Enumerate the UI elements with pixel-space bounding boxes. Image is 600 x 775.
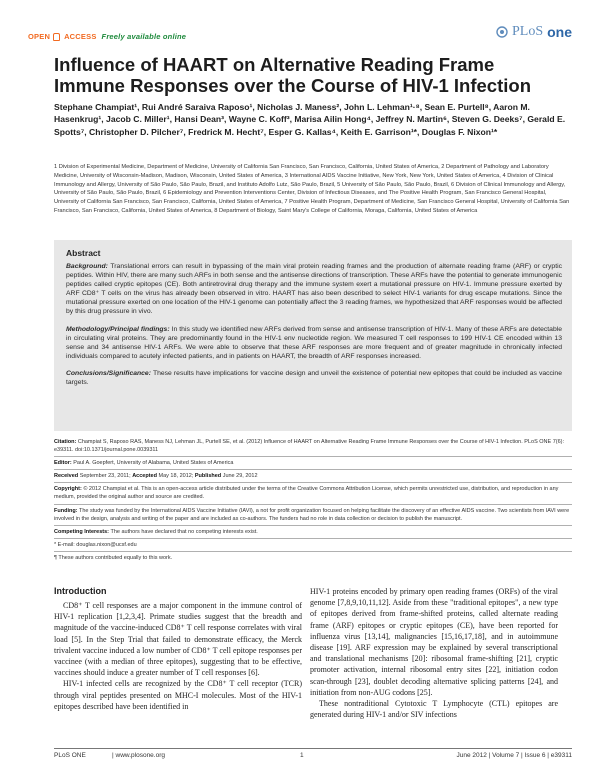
- methods-text: In this study we identified new ARFs derived from sense and antisense transcription of HIV-1. Many of these ARFs are detectable in circulating viral proteins. They are predominantly found in the HIV-1 env nucleotide region. We measured T cell responses to 199 HIV-1 CE encoded within 13 sense and 34 antisense HIV-1 ARFs. We were able to observe that these ARF responses are more frequent and of greater magnitude in chronically infected individuals compared to acutely infected patients, and in patients on HAART, the breadth of ARF responses increased.: [66, 325, 563, 360]
- article-metadata: [54, 436, 572, 564]
- plos-circle-icon: [496, 26, 508, 38]
- abstract-background: [66, 262, 562, 317]
- intro-paragraph-2: HIV-1 infected cells are recognized by the CD8⁺ T cell receptor (TCR) through viral peptides presented on MHC-I molecules. Most of the HIV-1 epitopes described have been identified in: [54, 679, 302, 711]
- dates-row: [54, 470, 572, 483]
- copyright-row: [54, 483, 572, 504]
- funding-row: [54, 505, 572, 526]
- corresponding-email[interactable]: * E-mail: douglas.nixon@ucsf.edu: [54, 541, 137, 548]
- published-label: Published: [194, 473, 222, 480]
- logo-one-text: one: [547, 24, 572, 40]
- competing-label: Competing Interests:: [54, 528, 110, 535]
- open-access-badge: [28, 32, 186, 41]
- intro-paragraph-4: These nontraditional Cytotoxic T Lymphocyte (CTL) epitopes are generated during HIV-1 and/or SIV infections: [310, 699, 558, 720]
- competing-row: [54, 526, 572, 539]
- journal-header: [28, 20, 572, 54]
- citation-text: Champiat S, Raposo RAS, Maness NJ, Lehman JL, Purtell SE, et al. (2012) Influence of HAART on Alternative Reading Frame Immune Responses over the Course of HIV-1 Infection. PLoS ONE 7(6): e39311. doi:10.1371/journal.pone.0039311: [54, 439, 565, 454]
- affiliations: 1 Division of Experimental Medicine, Department of Medicine, University of California San Francisco, San Francisco, California, United States of America, 2 Department of Pathology and Laboratory Medicine, University of Wisconsin-Madison, Madison, Wisconsin, United States of America, 3 International AIDS Vaccine Initiative, New York, New York, United States of America, 4 Division of Clinical Immunology and Allergy, University of São Paulo, São Paulo, Brazil, and Instituto Adolfo Lutz, São Paulo, Brazil, 5 University of São Paulo, São Paulo, Brazil, 6 Division of Clinical Immunology and Allergy, University of São Paulo, São Paulo, Brazil, 6 Epidemiology and Prevention Interventions Center, Division of Infectious Diseases, and The Positive Health Program, San Francisco General Hospital, University of California San Francisco, San Francisco, California, United States of America, 7 Positive Health Program, Department of Medicine, San Francisco General Hospital, University of California San Francisco, San Francisco, California, United States of America, 8 Department of Biology, Saint Mary's College of California, Moraga, California, United States of America: [54, 164, 570, 214]
- plos-one-logo: [496, 24, 572, 40]
- abstract-box: [54, 240, 572, 431]
- funding-label: Funding:: [54, 507, 78, 514]
- background-text: Translational errors can result in bypassing of the main viral protein reading frames and the production of alternate reading frame (ARF) or cryptic peptides. Within HIV, there are many such ARFs in both sense and the antisense directions of transcription. These ARFs have the potential to generate immunogenic peptides called cryptic epitopes (CE). Both antiretroviral drug therapy and the immune system exert a mutational pressure on HIV-1. Immune pressure exerted by ARF CD8⁺ T cells on the virus has already been observed in vitro. HAART has also been described to select HIV-1 variants for drug escape mutations. Since the mutational pressure exerted on one location of the HIV-1 genome can potentially affect the 3 reading frames, we hypothesized that ARF responses would be affected by this drug pressure in vivo.: [66, 263, 563, 316]
- abstract-conclusions: [66, 369, 562, 387]
- conclusions-label: Conclusions/Significance:: [66, 369, 151, 377]
- methods-label: Methodology/Principal findings:: [66, 325, 170, 333]
- body-column-right: [310, 586, 558, 720]
- introduction-heading: Introduction: [54, 586, 107, 596]
- author-list: Stephane Champiat¹, Rui André Saraiva Raposo¹, Nicholas J. Maness², John L. Lehman¹·⁸, Sean E. Purtell⁸, Aaron M. Hasenkrug¹, Jacob C. Miller¹, Hansi Dean³, Wayne C. Koff³, Marisa Ailin Hong⁴, Jeffrey N. Martin⁶, Steven G. Deeks⁷, Gerald E. Spotts⁷, Christopher D. Pilcher⁷, Fredrick M. Hecht⁷, Esper G. Kallas⁴, Keith E. Garrison¹*, Douglas F. Nixon¹*: [54, 102, 566, 137]
- article-title: Influence of HAART on Alternative Reading Frame Immune Responses over the Course of HIV-1 Infection: [54, 54, 531, 96]
- free-label: Freely available online: [101, 32, 187, 41]
- accepted-date: May 18, 2012;: [158, 473, 194, 480]
- received-date: September 23, 2011;: [79, 473, 131, 480]
- access-label: ACCESS: [64, 32, 97, 41]
- equal-contribution-row: [54, 552, 572, 564]
- editor-row: [54, 457, 572, 470]
- footer-issue-info: June 2012 | Volume 7 | Issue 6 | e39311: [456, 752, 572, 759]
- conclusions-text: These results have implications for vaccine design and unveil the existence of potential new epitopes that could be included as vaccine targets.: [66, 369, 562, 387]
- background-label: Background:: [66, 263, 108, 270]
- body-column-left: [54, 600, 302, 712]
- citation-label: Citation:: [54, 439, 77, 445]
- editor-text: Paul A. Goepfert, University of Alabama, United States of America: [73, 460, 234, 467]
- intro-paragraph-3: HIV-1 proteins encoded by primary open reading frames (ORFs) of the viral genome [7,8,9,10,11,12]. Aside from these "traditional epitopes", a new type of epitopes derived from frame-shifted proteins, called alternate reading frame (ARF) epitopes or cryptic epitopes (CE), have been reported for influenza virus [13,14], malignancies [15,16,17,18], and in autoimmune disease [19]. ARF expression may be explained by several transcriptional and translational mechanisms [20]: ribosomal frame-shifting [21], cryptic promoter activation, internal ribosomal entry sites [22], initiation codon scan-through [23], doublet decoding alternative splicing patterns [24], and initiation from non-AUG codons [25].: [310, 587, 558, 697]
- footer-website[interactable]: | www.plosone.org: [112, 752, 165, 759]
- equal-contribution-note: ¶ These authors contributed equally to this work.: [54, 554, 173, 561]
- logo-plos-text: PLoS: [511, 24, 544, 39]
- footer-page-number: 1: [300, 752, 304, 759]
- abstract-methods: [66, 325, 562, 361]
- competing-text: The authors have declared that no competing interests exist.: [110, 528, 258, 535]
- received-label: Received: [54, 473, 79, 480]
- intro-paragraph-1: CD8⁺ T cell responses are a major component in the immune control of HIV-1 replication [1,2,3,4]. Primate studies suggest that the breadth and magnitude of the vaccine-induced CD8⁺ T cell response correlates with viral load [5]. In the Step Trial that failed to demonstrate efficacy, the Merck trivalent vaccine induced a low number of CD8⁺ T cell epitope responses per vaccinee (with a median of three epitopes), suggesting that to be effective, vaccines should induce a greater number of T cell responses [6].: [54, 601, 302, 678]
- open-lock-icon: [53, 33, 60, 41]
- copyright-label: Copyright:: [54, 486, 82, 493]
- page-footer: [54, 748, 572, 759]
- published-date: June 29, 2012: [222, 473, 258, 480]
- email-row: [54, 539, 572, 552]
- editor-label: Editor:: [54, 460, 72, 467]
- citation-row: [54, 436, 572, 457]
- accepted-label: Accepted: [132, 473, 157, 480]
- abstract-heading: Abstract: [66, 248, 101, 258]
- footer-journal: PLoS ONE: [54, 752, 86, 759]
- copyright-text: © 2012 Champiat et al. This is an open-access article distributed under the terms of the Creative Commons Attribution License, which permits unrestricted use, distribution, and reproduction in any medium, provided the original author and source are credited.: [54, 486, 559, 501]
- funding-text: The study was funded by the International AIDS Vaccine Initiative (IAVI), a not for profit organization focused on helping facilitate the discovery of an effective AIDS vaccine. Two scientists from IAVI were involved in the design, analysis and writing of the paper and are included as co-authors. The funders had no role in data collection or decision to publish the manuscript.: [54, 507, 570, 522]
- open-access-label: OPEN: [28, 32, 51, 41]
